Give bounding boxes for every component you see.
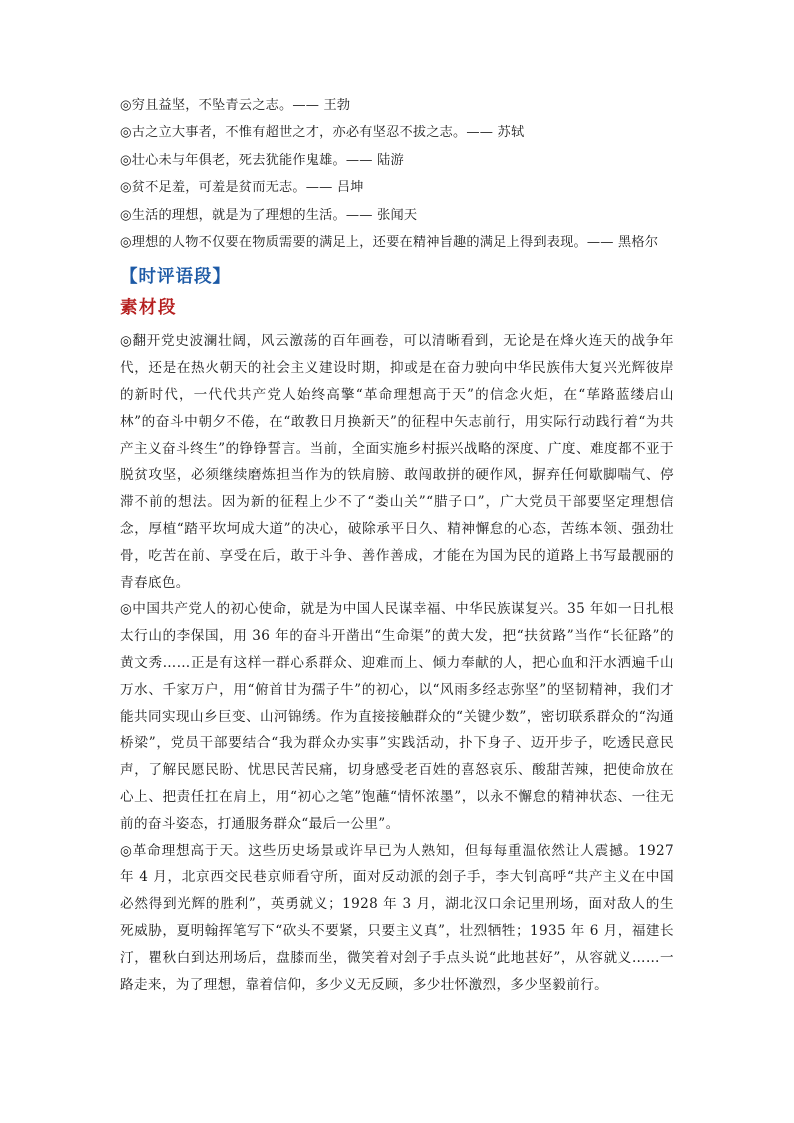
quote-sushi: ◎古之立大事者，不惟有超世之才，亦必有坚忍不拔之志。—— 苏轼 (120, 125, 525, 141)
material-paragraph-1: ◎翻开党史波澜壮阔，风云激荡的百年画卷，可以清晰看到，无论是在烽火连天的战争年代，还是在热火朝天的社会主义建设时期，抑或是在奋力驶向中华民族伟大复兴光辉彼岸的新时代，一代代共产党人始终高擎“革命理想高于天”的信念火炬，在“荜路蓝缕启山林”的奋斗中朝夕不倦，在“敢教日月换新天”的征程中矢志前行，用实际行动践行着“为共产主义奋斗终生”的铮铮誓言。当前，全面实施乡村振兴战略的深度、广度、难度都不亚于脱贫攻坚，必须继续磨炼担当作为的铁肩膀、敢闯敢拼的硬作风，摒弃任何歇脚喘气、停滞不前的想法。因为新的征程上少不了“娄山关”“腊子口”，广大党员干部要坚定理想信念，厚植“踏平坎坷成大道”的决心，破除承平日久、精神懈怠的心态，苦练本领、强劲壮骨，吃苦在前、享受在后，敢于斗争、善作善成，才能在为国为民的道路上书写最靓丽的青春底色。 (120, 333, 674, 591)
document-page (120, 92, 674, 998)
quote-wangbo: ◎穷且益坚，不坠青云之志。—— 王勃 (120, 98, 351, 113)
material-paragraph-3: ◎革命理想高于天。这些历史场景或许早已为人熟知，但每每重温依然让人震撼。1927 年 4 月，北京西交民巷京师看守所，面对反动派的刽子手，李大钊高呼“共产主义在中国必然得到光辉的胜利”，英勇就义；1928 年 3 月，湖北汉口余记里刑场，面对敌人的生死威胁，夏明翰挥笔写下“砍头不要紧，只要主义真”，壮烈牺牲；1935 年 6 月，福建长汀，瞿秋白到达刑场后，盘膝而坐，微笑着对刽子手点头说“此地甚好”，从容就义……一路走来，为了理想，靠着信仰，多少义无反顾，多少壮怀激烈，多少坚毅前行。 (120, 842, 674, 993)
quote-lvkun: ◎贫不足羞，可羞是贫而无志。—— 吕坤 (120, 180, 364, 196)
section-title: 【时评语段】 (120, 267, 231, 288)
material-paragraph-2: ◎中国共产党人的初心使命，就是为中国人民谋幸福、中华民族谋复兴。35 年如一日扎根太行山的李保国，用 36 年的奋斗开凿出“生命渠”的黄大发，把“扶贫路”当作“长征路”的黄文秀……正是有这样一群心系群众、迎难而上、倾力奉献的人，把心血和汗水洒遍千山万水、千家万户，用“俯首甘为孺子牛”的初心，以“风雨多经志弥坚”的坚韧精神，我们才能共同实现山乡巨变、山河锦绣。作为直接接触群众的“关键少数”，密切联系群众的“沟通桥梁”，党员干部要结合“我为群众办实事”实践活动，扑下身子、迈开步子，吃透民意民声，了解民愿民盼、忧思民苦民痛，切身感受老百姓的喜怒哀乐、酸甜苦辣，把使命放在心上、把责任扛在肩上，用“初心之笔”饱蘸“情怀浓墨”，以永不懈怠的精神状态、一往无前的奋斗姿态，打通服务群众“最后一公里”。 (120, 601, 674, 832)
quote-zhangwentian: ◎生活的理想，就是为了理想的生活。—— 张闻天 (120, 207, 418, 223)
subsection-title: 素材段 (120, 298, 177, 319)
quote-hegel: ◎理想的人物不仅要在物质需要的满足上，还要在精神旨趣的满足上得到表现。—— 黑格尔 (120, 235, 659, 251)
quote-luyou: ◎壮心未与年俱老，死去犹能作鬼雄。—— 陆游 (120, 152, 404, 168)
